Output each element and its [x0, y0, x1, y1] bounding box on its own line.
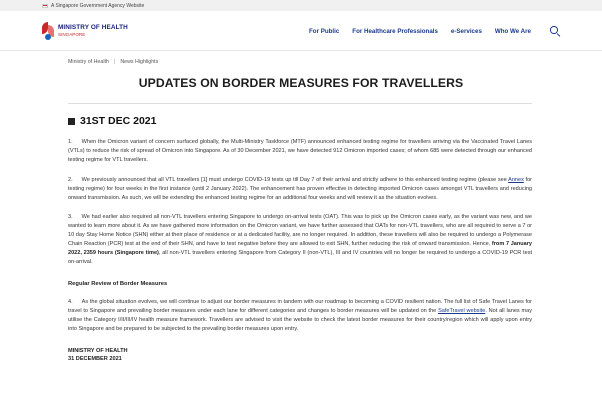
paragraph-text: for testing regime) for four weeks in the first instance (until 2 January 2022). The enhancement has proven effective in detecting imported Omicron cases amongst VTL travellers and reducing onward transmission. As such, we will be extending the enhanced testing regime for an additional four weeks and will review it as the situation evolves.	[68, 176, 532, 201]
annex-link[interactable]: Annex	[508, 176, 524, 183]
paragraph-1	[68, 138, 532, 165]
paragraph-number: 1.	[68, 139, 73, 145]
singapore-flag-icon	[42, 4, 48, 8]
main-nav	[309, 11, 560, 51]
paragraph-number: 4.	[68, 298, 73, 305]
safetravel-website-link[interactable]: SafeTravel website	[438, 307, 486, 314]
square-bullet-icon	[68, 118, 75, 125]
paragraph-text: . Not all lanes may utilise the Category I/II/III/IV health measure framework. Travellers are advised to visit the website to check the latest border measures for their country/region which will apply upon entry into Singapore and be prepared to be subjected to the prevailing border measures upon entry.	[68, 307, 532, 332]
paragraph-2	[68, 176, 532, 203]
nav-who-we-are[interactable]: Who We Are	[494, 27, 531, 35]
paragraph-text: , all non-VTL travellers entering Singapore from Category II (non-VTL), III and IV countries will no longer be required to undergo a COVID-19 PCR test on-arrival.	[68, 250, 533, 265]
article-date-row	[68, 115, 532, 127]
breadcrumb	[68, 59, 158, 65]
logo-name: MINISTRY OF HEALTH	[58, 24, 128, 31]
breadcrumb-ministry-of-health[interactable]: Ministry of Health	[68, 59, 109, 65]
breadcrumb-news-highlights[interactable]: News Highlights	[120, 59, 159, 65]
paragraph-number: 2.	[68, 176, 73, 183]
paragraph-text: When the Omicron variant of concern surfaced globally, the Multi-Ministry Taskforce (MTF) announced enhanced testing regime for travellers arriving via the Vaccinated Travel Lanes (VTLs) to reduce the risk of spread of Omicron into Singapore. As of 30 December 2021, we have detected 912 Omicron imported cases; of whom 685 were detected through our enhanced testing regime for VTL travellers.	[68, 139, 532, 163]
paragraph-text: As the global situation evolves, we will continue to adjust our border measures in tandem with our roadmap to becoming a COVID resilient nation. The full list of Safe Travel Lanes for travel to Singapore and prevailing border measures under each lane for different categories and changes to border measures will be updated on the	[68, 298, 532, 314]
search-icon[interactable]	[550, 26, 560, 36]
signature-org: MINISTRY OF HEALTH	[68, 347, 128, 354]
paragraph-text: We previously announced that all VTL travellers [1] must undergo COVID-19 tests up till Day 7 of their arrival and strictly adhere to this enhanced testing regime (please see	[81, 176, 509, 183]
government-agency-bar	[0, 0, 602, 11]
signature-date: 31 DECEMBER 2021	[68, 356, 122, 362]
paragraph-bold-text: from 7 January 2022, 2359 hours (Singapore time)	[68, 241, 532, 257]
article-content	[68, 103, 532, 364]
page-title: UPDATES ON BORDER MEASURES FOR TRAVELLERS	[138, 76, 464, 90]
paragraph-text: We had earlier also required all non-VTL travellers entering Singapore to undergo on-arrival tests (OAT). This was to pick up the Omicron cases early, as the variant was new, and we wanted to learn more about it. As we have gathered more information on the Omicron variant, we have further assessed that OATs for non-VTL travellers, who are all required to serve a 7 or 10 day Stay Home Notice (SHN) either at their place of residence or at a dedicated facility, are no longer required. In addition, these travellers will also be required to undergo a Polymerase Chain Reaction (PCR) test at the end of their SHN, and have to test negative before they are allowed to exit SHN, further reducing the risk of onward transmission. Hence,	[68, 214, 532, 248]
paragraph-number: 3.	[68, 214, 73, 221]
nav-e-services[interactable]: e-Services	[450, 27, 482, 35]
paragraph-3	[68, 213, 532, 266]
moh-logo[interactable]	[42, 22, 128, 40]
signature-block	[68, 347, 532, 364]
article-date: 31ST DEC 2021	[80, 115, 157, 127]
site-header	[0, 11, 602, 51]
nav-for-public[interactable]: For Public	[309, 27, 340, 35]
paragraph-4	[68, 298, 532, 334]
government-agency-text: A Singapore Government Agency Website	[51, 2, 145, 9]
breadcrumb-separator-icon: |	[113, 59, 116, 65]
section-subheading: Regular Review of Border Measures	[68, 280, 168, 287]
logo-country: SINGAPORE	[58, 32, 86, 37]
moh-emblem-icon	[42, 22, 54, 40]
nav-for-healthcare-professionals[interactable]: For Healthcare Professionals	[352, 27, 438, 35]
